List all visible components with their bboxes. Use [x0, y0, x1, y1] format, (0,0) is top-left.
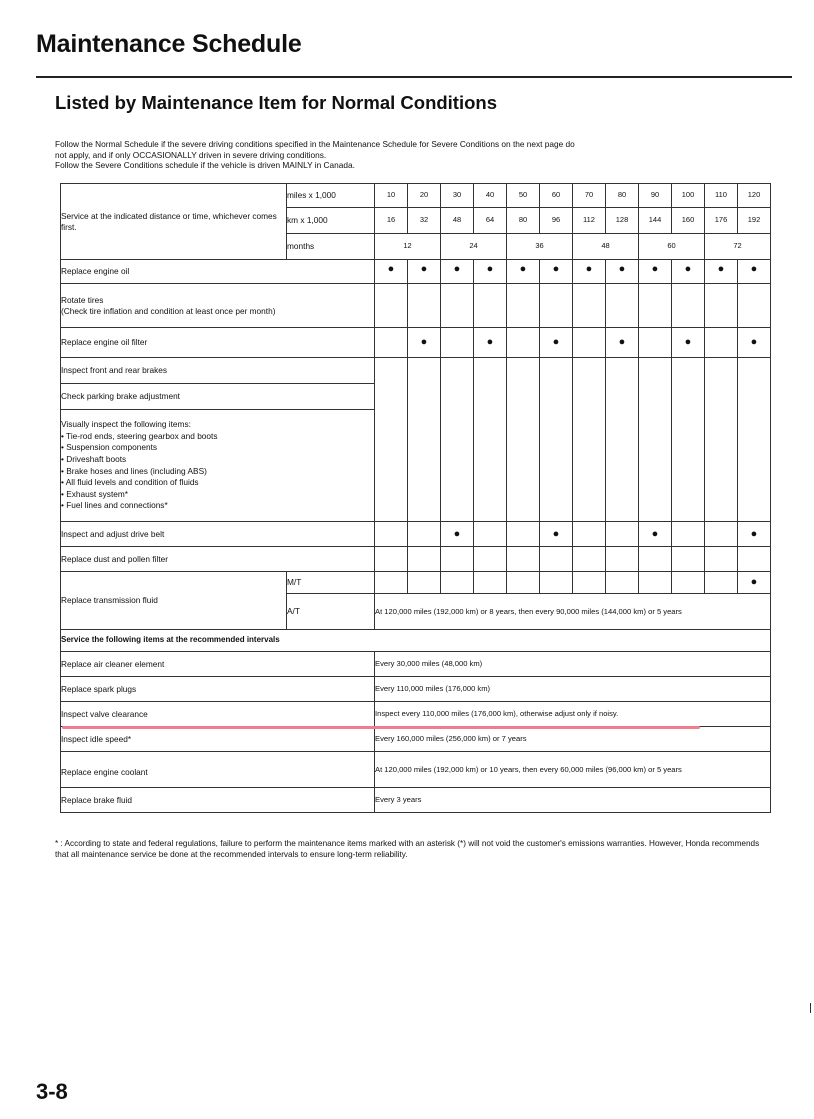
footnote: * : According to state and federal regulations, failure to perform the maintenance items marked with an asterisk (*) will not void the customer's emissions warranties. However, Honda recommends that all maintenance service be done at the recommended intervals to ensure long-term reliability.: [55, 839, 760, 859]
empty-cell: [441, 358, 474, 522]
empty-cell: [606, 522, 639, 547]
item-pollen-filter: Replace dust and pollen filter: [61, 547, 375, 572]
miles-value: 50: [507, 184, 540, 208]
km-value: 64: [474, 208, 507, 234]
service-dot: ●: [540, 328, 573, 358]
intro-line: Follow the Severe Conditions schedule if the vehicle is driven MAINLY in Canada.: [55, 160, 355, 171]
item-replace-oil-filter: Replace engine oil filter: [61, 328, 375, 358]
empty-cell: [375, 284, 408, 328]
empty-cell: [441, 284, 474, 328]
service-dot: ●: [738, 522, 771, 547]
empty-cell: [738, 547, 771, 572]
visual-inspection-item: • Suspension components: [61, 442, 158, 453]
maintenance-schedule-table: [60, 183, 771, 813]
service-dot: ●: [408, 328, 441, 358]
service-dot: ●: [639, 260, 672, 284]
service-dot: ●: [507, 260, 540, 284]
visual-inspection-item: • Exhaust system*: [61, 488, 128, 499]
empty-cell: [672, 284, 705, 328]
empty-cell: [606, 572, 639, 594]
rotate-tires-note: (Check tire inflation and condition at least once per month): [61, 305, 276, 316]
empty-cell: [738, 284, 771, 328]
page-title: Maintenance Schedule: [36, 30, 302, 58]
service-dot: ●: [540, 260, 573, 284]
service-dot: ●: [705, 260, 738, 284]
item-parking-brake: Check parking brake adjustment: [61, 384, 375, 410]
months-unit-label: months: [287, 234, 375, 260]
interval-text: Every 160,000 miles (256,000 km) or 7 years: [375, 727, 771, 752]
km-value: 160: [672, 208, 705, 234]
empty-cell: [507, 572, 540, 594]
intro-line: Follow the Normal Schedule if the severe driving conditions specified in the Maintenance Schedule for Severe Conditions on the next page do: [55, 139, 575, 149]
item-brake-fluid: Replace brake fluid: [61, 788, 375, 813]
service-dot: ●: [474, 260, 507, 284]
empty-cell: [705, 572, 738, 594]
empty-cell: [738, 358, 771, 522]
empty-cell: [375, 522, 408, 547]
months-value: 12: [375, 234, 441, 260]
km-value: 192: [738, 208, 771, 234]
empty-cell: [441, 547, 474, 572]
interval-text: Every 30,000 miles (48,000 km): [375, 652, 771, 677]
miles-value: 60: [540, 184, 573, 208]
empty-cell: [705, 284, 738, 328]
item-spark-plugs: Replace spark plugs: [61, 677, 375, 702]
header-label: Service at the indicated distance or time, whichever comes first.: [61, 184, 287, 260]
interval-text: Every 110,000 miles (176,000 km): [375, 677, 771, 702]
empty-cell: [639, 547, 672, 572]
km-value: 80: [507, 208, 540, 234]
empty-cell: [474, 284, 507, 328]
highlight-underline: [62, 726, 700, 729]
empty-cell: [639, 572, 672, 594]
miles-unit-label: miles x 1,000: [287, 184, 375, 208]
empty-cell: [375, 358, 408, 522]
miles-value: 70: [573, 184, 606, 208]
intro-line: not apply, and if only OCCASIONALLY driven in severe driving conditions.: [55, 149, 327, 160]
empty-cell: [474, 547, 507, 572]
miles-value: 30: [441, 184, 474, 208]
item-replace-engine-oil: Replace engine oil: [61, 260, 375, 284]
empty-cell: [639, 358, 672, 522]
item-inspect-brakes: Inspect front and rear brakes: [61, 358, 375, 384]
empty-cell: [408, 547, 441, 572]
empty-cell: [672, 522, 705, 547]
service-dot: ●: [738, 260, 771, 284]
item-transmission-fluid: Replace transmission fluid: [61, 572, 287, 630]
empty-cell: [375, 328, 408, 358]
empty-cell: [408, 358, 441, 522]
empty-cell: [672, 547, 705, 572]
empty-cell: [474, 522, 507, 547]
service-dot: ●: [672, 328, 705, 358]
page-subtitle: Listed by Maintenance Item for Normal Conditions: [55, 92, 497, 113]
empty-cell: [573, 572, 606, 594]
empty-cell: [573, 284, 606, 328]
miles-value: 80: [606, 184, 639, 208]
empty-cell: [540, 547, 573, 572]
empty-cell: [573, 358, 606, 522]
km-value: 128: [606, 208, 639, 234]
miles-value: 10: [375, 184, 408, 208]
visual-inspection-item: • All fluid levels and condition of fluids: [61, 477, 199, 488]
interval-text: Every 3 years: [375, 788, 771, 813]
at-interval-note: At 120,000 miles (192,000 km) or 8 years, then every 90,000 miles (144,000 km) or 5 years: [375, 594, 771, 630]
km-unit-label: km x 1,000: [287, 208, 375, 234]
section-heading: Service the following items at the recommended intervals: [61, 630, 771, 652]
empty-cell: [540, 358, 573, 522]
service-dot: ●: [738, 328, 771, 358]
intro-text: [55, 139, 775, 171]
service-dot: ●: [573, 260, 606, 284]
empty-cell: [573, 522, 606, 547]
empty-cell: [507, 547, 540, 572]
item-air-cleaner: Replace air cleaner element: [61, 652, 375, 677]
service-dot: ●: [672, 260, 705, 284]
empty-cell: [540, 284, 573, 328]
empty-cell: [507, 328, 540, 358]
service-dot: ●: [540, 522, 573, 547]
empty-cell: [672, 572, 705, 594]
service-dot: ●: [441, 522, 474, 547]
miles-value: 100: [672, 184, 705, 208]
km-value: 96: [540, 208, 573, 234]
months-value: 60: [639, 234, 705, 260]
empty-cell: [408, 572, 441, 594]
miles-value: 120: [738, 184, 771, 208]
empty-cell: [375, 547, 408, 572]
visual-inspection-heading: Visually inspect the following items:: [61, 419, 191, 430]
empty-cell: [705, 522, 738, 547]
empty-cell: [441, 328, 474, 358]
title-divider: [36, 76, 792, 78]
item-idle-speed: Inspect idle speed*: [61, 727, 375, 752]
service-dot: ●: [408, 260, 441, 284]
months-value: 48: [573, 234, 639, 260]
km-value: 144: [639, 208, 672, 234]
service-dot: ●: [738, 572, 771, 594]
months-value: 36: [507, 234, 573, 260]
km-value: 176: [705, 208, 738, 234]
empty-cell: [672, 358, 705, 522]
empty-cell: [507, 284, 540, 328]
empty-cell: [573, 328, 606, 358]
at-label: A/T: [287, 594, 375, 630]
empty-cell: [408, 522, 441, 547]
empty-cell: [639, 284, 672, 328]
miles-value: 20: [408, 184, 441, 208]
empty-cell: [705, 328, 738, 358]
visual-inspection-item: • Tie-rod ends, steering gearbox and boots: [61, 430, 218, 441]
km-value: 16: [375, 208, 408, 234]
rotate-tires-label: Rotate tires: [61, 295, 104, 306]
margin-mark: [810, 1003, 811, 1013]
empty-cell: [639, 328, 672, 358]
empty-cell: [507, 522, 540, 547]
item-drive-belt: Inspect and adjust drive belt: [61, 522, 375, 547]
empty-cell: [474, 572, 507, 594]
empty-cell: [705, 547, 738, 572]
empty-cell: [441, 572, 474, 594]
item-engine-coolant: Replace engine coolant: [61, 752, 375, 788]
visual-inspection-item: • Brake hoses and lines (including ABS): [61, 465, 207, 476]
miles-value: 90: [639, 184, 672, 208]
service-dot: ●: [441, 260, 474, 284]
months-value: 72: [705, 234, 771, 260]
service-dot: ●: [606, 260, 639, 284]
item-valve-clearance: Inspect valve clearance: [61, 702, 375, 727]
km-value: 112: [573, 208, 606, 234]
empty-cell: [573, 547, 606, 572]
empty-cell: [540, 572, 573, 594]
mt-label: M/T: [287, 572, 375, 594]
service-dot: ●: [375, 260, 408, 284]
interval-text: At 120,000 miles (192,000 km) or 10 years, then every 60,000 miles (96,000 km) or 5 years: [375, 752, 771, 788]
item-rotate-tires: [61, 284, 375, 328]
months-value: 24: [441, 234, 507, 260]
service-dot: ●: [606, 328, 639, 358]
empty-cell: [474, 358, 507, 522]
interval-text: Inspect every 110,000 miles (176,000 km), otherwise adjust only if noisy.: [375, 702, 771, 727]
empty-cell: [606, 547, 639, 572]
km-value: 48: [441, 208, 474, 234]
empty-cell: [408, 284, 441, 328]
visual-inspection-item: • Fuel lines and connections*: [61, 500, 168, 511]
page-number: 3-8: [36, 1079, 68, 1104]
empty-cell: [705, 358, 738, 522]
miles-value: 110: [705, 184, 738, 208]
empty-cell: [375, 572, 408, 594]
empty-cell: [507, 358, 540, 522]
visual-inspection-item: • Driveshaft boots: [61, 453, 127, 464]
service-dot: ●: [474, 328, 507, 358]
empty-cell: [606, 358, 639, 522]
empty-cell: [606, 284, 639, 328]
item-visual-inspection: [61, 410, 375, 522]
service-dot: ●: [639, 522, 672, 547]
miles-value: 40: [474, 184, 507, 208]
km-value: 32: [408, 208, 441, 234]
